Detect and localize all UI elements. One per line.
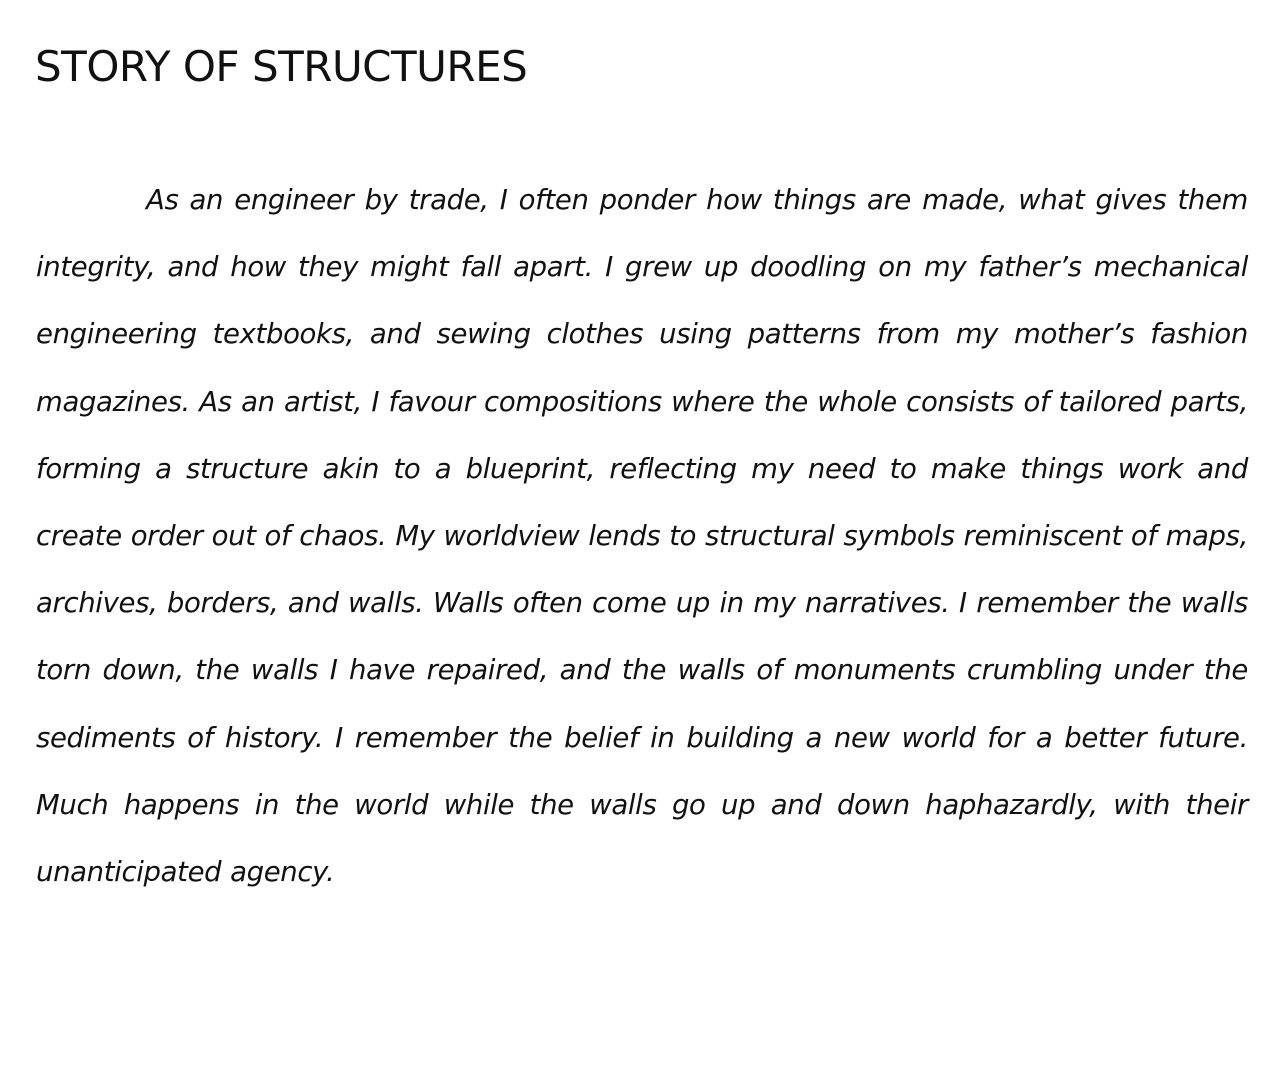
document-title: STORY OF STRUCTURES	[35, 42, 528, 91]
body-paragraph: As an engineer by trade, I often ponder how things are made, what gives them integrity, and how they might fall apart. I grew up doodling on my father’s mechanical engineering textbooks, and sewing clothes using patterns from my mother’s fashion magazines. As an artist, I favour compositions where the whole consists of tailored parts, forming a structure akin to a blueprint, reflecting my need to make things work and create order out of chaos. My worldview lends to structural symbols reminiscent of maps, archives, borders, and walls. Walls often come up in my narratives. I remember the walls torn down, the walls I have repaired, and the walls of monuments crumbling under the sediments of history. I remember the belief in building a new world for a better future. Much happens in the world while the walls go up and down haphazardly, with their unanticipated agency.	[36, 184, 1248, 889]
